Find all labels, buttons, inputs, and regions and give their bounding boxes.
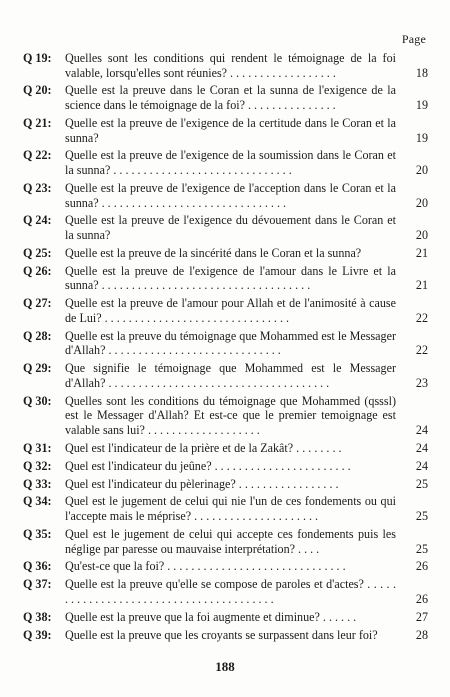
question-number: Q 32:: [23, 458, 52, 473]
toc-entry: [23, 83, 428, 112]
toc-entry: [23, 264, 428, 293]
toc-entry: [23, 296, 428, 325]
question-text: Qu'est-ce que la foi? . . . . . . . . . . . . . . . . . . . . . . . . . . . . . .: [65, 559, 346, 574]
toc-entry: [23, 394, 428, 438]
toc-entry: [23, 246, 428, 261]
toc-entry: [23, 441, 428, 456]
toc-entry: [23, 51, 428, 80]
question-text: Quelle est la preuve que les croyants se surpassent dans leur foi?: [65, 627, 378, 642]
question-text: Quel est l'indicateur du jeûne? . . . . . . . . . . . . . . . . . . . . . . .: [65, 458, 351, 473]
table-of-contents: [23, 51, 428, 646]
question-number: Q 27:: [23, 296, 52, 311]
page-reference: 22: [415, 343, 428, 358]
page-reference: 21: [415, 278, 428, 293]
question-number: Q 24:: [23, 213, 52, 228]
page-reference: 19: [415, 98, 428, 113]
question-text: Quelle est la preuve dans le Coran et la sunna de l'exigence de la science dans le témoignage de la foi? . . . . . . . . . . . . . . .: [65, 83, 396, 113]
question-number: Q 23:: [23, 180, 52, 195]
page-reference: 26: [415, 591, 428, 606]
question-number: Q 35:: [23, 526, 52, 541]
question-text: Quel est le jugement de celui qui accepte ces fondements puis les néglige par paresse ou mauvaise interprétation? . . . .: [65, 526, 396, 556]
toc-entry: [23, 477, 428, 492]
question-text: Que signifie le témoignage que Mohammed est le Messager d'Allah? . . . . . . . . . . . . . . . . . . . . . . . . . . . . . . . . . . . . .: [65, 361, 396, 390]
toc-entry: [23, 610, 428, 625]
page-reference: 18: [415, 65, 428, 80]
toc-entry: [23, 213, 428, 242]
page-column-label: Page: [401, 32, 426, 46]
page-reference: 22: [415, 310, 428, 325]
page-number: 188: [215, 659, 235, 674]
question-text: Quelle est la preuve de la sincérité dans le Coran et la sunna?: [65, 245, 362, 260]
question-text: Quelle est la preuve de l'exigence de la soumission dans le Coran et la sunna? . . . . . . . . . . . . . . . . . . . . . . . . . . . . . .: [65, 148, 396, 178]
toc-entry: [23, 116, 428, 145]
question-text: Quelles sont les conditions du témoignage que Mohammed (qsssl) est le Messager d'Allah? Et est-ce que le premier temoignage est valable sans lui? . . . . . . . . . . . . . . . . . . .: [65, 393, 396, 437]
page-reference: 19: [415, 130, 428, 145]
question-text: Quelle est la preuve du témoignage que Mohammed est le Messager d'Allah? . . . . . . . . . . . . . . . . . . . . . . . . . . . . .: [65, 328, 396, 358]
question-number: Q 21:: [23, 115, 52, 130]
toc-entry: [23, 329, 428, 358]
question-number: Q 34:: [23, 494, 52, 509]
question-number: Q 25:: [23, 245, 52, 260]
page-reference: 25: [415, 541, 428, 556]
question-number: Q 33:: [23, 476, 52, 491]
page-reference: 20: [415, 228, 428, 243]
page-reference: 21: [415, 245, 428, 260]
question-number: Q 28:: [23, 328, 52, 343]
page-reference: 24: [415, 440, 428, 455]
question-number: Q 29:: [23, 361, 52, 376]
toc-entry: [23, 628, 428, 643]
toc-entry: [23, 361, 428, 390]
page-reference: 25: [415, 476, 428, 491]
question-number: Q 39:: [23, 627, 52, 642]
toc-entry: [23, 181, 428, 210]
question-number: Q 38:: [23, 609, 52, 624]
question-text: Quel est l'indicateur du pèlerinage? . . . . . . . . . . . . . . . . .: [65, 476, 339, 491]
question-text: Quelle est la preuve que la foi augmente et diminue? . . . . . .: [65, 609, 357, 624]
question-number: Q 22:: [23, 148, 52, 163]
question-text: Quel est le jugement de celui qui nie l'un de ces fondements ou qui l'accepte mais le méprise? . . . . . . . . . . . . . . . . . . . . .: [65, 494, 396, 524]
question-number: Q 36:: [23, 559, 52, 574]
question-text: Quelle est la preuve de l'exigence de l'acception dans le Coran et la sunna? . . . . . . . . . . . . . . . . . . . . . . . . . . . . . . .: [65, 180, 396, 210]
toc-entry: [23, 559, 428, 574]
question-number: Q 20:: [23, 83, 52, 98]
question-text: Quelle est la preuve de l'exigence du dévouement dans le Coran et la sunna?: [65, 213, 396, 243]
toc-entry: [23, 494, 428, 523]
question-number: Q 30:: [23, 393, 52, 408]
question-number: Q 37:: [23, 577, 52, 592]
page-reference: 20: [415, 163, 428, 178]
question-number: Q 26:: [23, 263, 52, 278]
page-reference: 24: [415, 422, 428, 437]
page-reference: 23: [415, 375, 428, 390]
question-text: Quel est l'indicateur de la prière et de la Zakât? . . . . . . . .: [65, 440, 342, 455]
question-text: Quelles sont les conditions qui rendent le témoignage de la foi valable, lorsqu'elles sont réunies? . . . . . . . . . . . . . . . . . .: [65, 51, 396, 80]
page-reference: 28: [415, 627, 428, 642]
page-reference: 20: [415, 195, 428, 210]
question-number: Q 19:: [23, 51, 52, 65]
question-text: Quelle est la preuve de l'amour pour Allah et de l'animosité à cause de Lui? . . . . . . . . . . . . . . . . . . . . . . . . . . . . . . .: [65, 296, 396, 325]
question-text: Quelle est la preuve qu'elle se compose de paroles et d'actes? . . . . . . . . . . . . . . . . . . . . . . . . . . . . . . . . . . . . . . . .: [65, 577, 396, 606]
page-reference: 26: [415, 559, 428, 574]
toc-entry: [23, 148, 428, 177]
question-text: Quelle est la preuve de l'exigence de la certitude dans le Coran et la sunna?: [65, 115, 396, 145]
page-reference: 25: [415, 509, 428, 524]
question-text: Quelle est la preuve de l'exigence de l'amour dans le Livre et la sunna? . . . . . . . . . . . . . . . . . . . . . . . . . . . . . . . . . . .: [65, 263, 396, 293]
toc-entry: [23, 527, 428, 556]
page-reference: 27: [415, 609, 428, 624]
page-reference: 24: [415, 458, 428, 473]
toc-entry: [23, 459, 428, 474]
toc-entry: [23, 577, 428, 606]
question-number: Q 31:: [23, 440, 52, 455]
